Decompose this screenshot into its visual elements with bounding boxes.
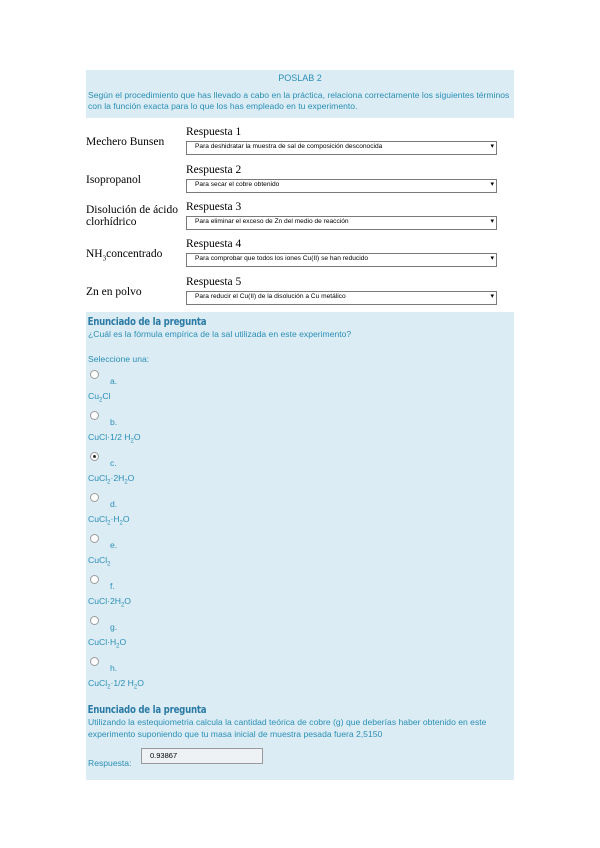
select-one-label: Seleccione una: <box>88 354 150 364</box>
question-text: ¿Cuál es la fórmula empírica de la sal utilizada en este experimento? <box>88 329 352 339</box>
option-formula: CuCl·1/2 $H_2O$ <box>88 432 141 445</box>
option-formula: $CuCl_2\cdot 2H_2O$ <box>88 473 135 486</box>
response-select-4[interactable] <box>186 253 497 267</box>
term-label: Zn en polvo <box>86 286 142 298</box>
select-value: Para eliminar el exceso de Zn del medio de reacción <box>195 218 349 225</box>
answer-option[interactable] <box>88 534 388 572</box>
term-label: Isopropanol <box>86 174 141 186</box>
term-label: Disolución de ácido clorhídrico <box>86 204 178 228</box>
select-value: Para deshidratar la muestra de sal de composición desconocida <box>195 143 383 150</box>
answer-option[interactable] <box>88 616 388 654</box>
question-heading: Enunciado de la pregunta <box>87 704 207 716</box>
answer-option[interactable] <box>88 370 388 408</box>
select-value: Para reducir el Cu(II) de la disolución a Cu metálico <box>195 293 346 300</box>
instruction-panel <box>86 70 514 118</box>
answer-option[interactable] <box>88 575 388 613</box>
option-formula: $CuCl_2\cdot H_2O$ <box>88 514 130 527</box>
response-select-1[interactable] <box>186 141 497 155</box>
option-letter: h. <box>110 663 118 673</box>
term-label: $NH_3concentrado$ <box>86 248 163 263</box>
response-label: Respuesta 1 <box>186 126 242 138</box>
match-row-4 <box>86 238 514 274</box>
answer-label: Respuesta: <box>88 758 132 768</box>
response-label: Respuesta 2 <box>186 164 242 176</box>
question-3-panel <box>86 700 514 780</box>
option-formula: $CuCl\cdot 2H_2O$ <box>88 596 131 609</box>
option-letter: g. <box>110 622 118 632</box>
radio-button[interactable] <box>90 493 99 502</box>
question-text: Utilizando la estequiometria calcula la cantidad teórica de cobre (g) que deberías haber obtenido en este experimento suponiendo que tu masa inicial de muestra pesada fuera 2,5150 <box>88 717 487 739</box>
radio-button[interactable] <box>90 452 99 461</box>
chevron-down-icon: ▾ <box>490 181 494 188</box>
answer-input[interactable]: 0.93867 <box>141 748 263 764</box>
select-value: Para comprobar que todos los iones Cu(II) se han reducido <box>195 255 368 262</box>
response-select-5[interactable] <box>186 291 497 305</box>
option-letter: b. <box>110 417 118 427</box>
radio-button[interactable] <box>90 575 99 584</box>
option-letter: e. <box>110 540 118 550</box>
match-row-2 <box>86 164 514 200</box>
page-title: POSLAB 2 <box>278 73 322 83</box>
question-heading: Enunciado de la pregunta <box>87 316 207 328</box>
response-select-3[interactable] <box>186 216 497 230</box>
option-letter: c. <box>110 458 117 468</box>
radio-button[interactable] <box>90 534 99 543</box>
response-label: Respuesta 4 <box>186 238 242 250</box>
radio-button[interactable] <box>90 616 99 625</box>
match-row-1 <box>86 126 514 162</box>
option-formula: CuCl$_2$ <box>88 555 111 568</box>
question-2-panel <box>86 312 514 700</box>
answer-option[interactable] <box>88 411 388 449</box>
answer-option[interactable] <box>88 657 388 695</box>
chevron-down-icon: ▾ <box>490 255 494 262</box>
option-formula: CuCl$_2$·1/2 $H_2O$ <box>88 678 144 691</box>
match-row-5 <box>86 276 514 312</box>
option-formula: $Cu_2Cl$ <box>88 391 111 404</box>
option-letter: a. <box>110 376 118 386</box>
term-label: Mechero Bunsen <box>86 136 165 148</box>
response-label: Respuesta 5 <box>186 276 242 288</box>
option-letter: f. <box>110 581 115 591</box>
response-label: Respuesta 3 <box>186 201 242 213</box>
radio-button[interactable] <box>90 370 99 379</box>
select-value: Para secar el cobre obtenido <box>195 181 280 188</box>
chevron-down-icon: ▾ <box>490 143 494 150</box>
answer-option[interactable] <box>88 493 388 531</box>
response-select-2[interactable] <box>186 179 497 193</box>
answer-option[interactable] <box>88 452 388 490</box>
option-letter: d. <box>110 499 118 509</box>
chevron-down-icon: ▾ <box>490 218 494 225</box>
option-formula: $CuCl\cdot H_2O$ <box>88 637 127 650</box>
match-row-3 <box>86 201 514 237</box>
radio-button[interactable] <box>90 657 99 666</box>
instruction-text: Según el procedimiento que has llevado a cabo en la práctica, relaciona correctamente los siguientes términos con la función exacta para lo que los has empleado en tu experimento. <box>88 90 510 111</box>
radio-button[interactable] <box>90 411 99 420</box>
chevron-down-icon: ▾ <box>490 293 494 300</box>
